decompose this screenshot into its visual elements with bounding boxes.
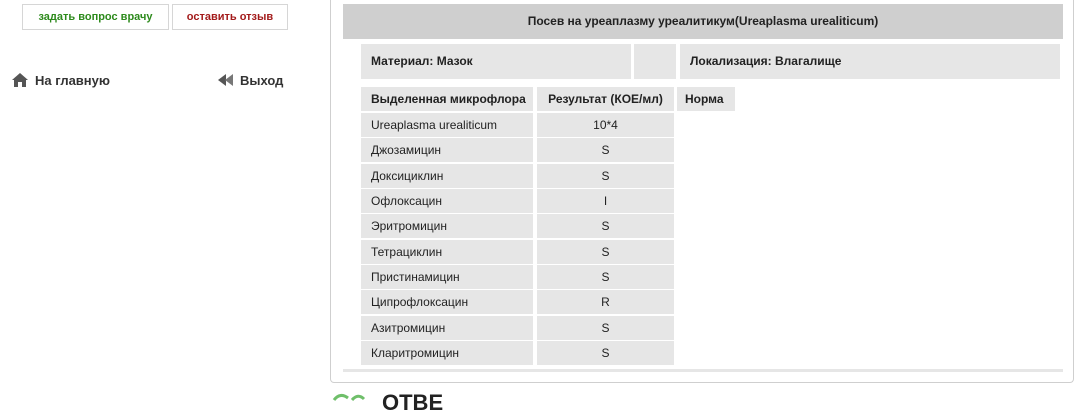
answer-icon — [330, 392, 370, 400]
column-header-norm: Норма — [677, 87, 735, 111]
antibiotic-name: Ципрофлоксацин — [361, 290, 533, 314]
table-row — [361, 214, 674, 238]
table-row — [361, 316, 674, 340]
result-value: S — [537, 316, 674, 340]
table-row — [361, 341, 674, 365]
antibiotic-name: Азитромицин — [361, 316, 533, 340]
table-row — [361, 138, 674, 162]
antibiotic-name: Офлоксацин — [361, 189, 533, 213]
test-result-panel — [330, 0, 1074, 383]
home-icon — [11, 72, 29, 88]
results-table — [361, 113, 674, 366]
result-value: S — [537, 265, 674, 289]
table-row — [361, 265, 674, 289]
antibiotic-name: Эритромицин — [361, 214, 533, 238]
meta-spacer — [634, 44, 676, 79]
column-header-flora: Выделенная микрофлора — [361, 87, 533, 111]
result-value: R — [537, 290, 674, 314]
result-value: S — [537, 240, 674, 264]
exit-link-label: Выход — [240, 72, 284, 88]
table-row — [361, 189, 674, 213]
table-row — [361, 164, 674, 188]
answer-section-heading: ОТВЕ — [382, 390, 444, 415]
leave-review-button[interactable]: оставить отзыв — [172, 4, 288, 30]
home-link-label: На главную — [35, 72, 110, 88]
ask-doctor-button[interactable]: задать вопрос врачу — [22, 4, 169, 30]
microflora-name: Ureaplasma urealiticum — [361, 113, 533, 137]
antibiotic-name: Пристинамицин — [361, 265, 533, 289]
panel-footer-bar — [343, 369, 1063, 372]
exit-icon — [216, 72, 234, 88]
table-row — [361, 113, 674, 137]
exit-link[interactable] — [216, 70, 283, 90]
material-label: Материал: Мазок — [361, 44, 631, 79]
antibiotic-name: Тетрациклин — [361, 240, 533, 264]
result-value: 10*4 — [537, 113, 674, 137]
result-value: S — [537, 164, 674, 188]
result-value: I — [537, 189, 674, 213]
home-link[interactable] — [11, 70, 110, 90]
test-title: Посев на уреаплазму уреалитикум(Ureaplasma urealiticum) — [343, 4, 1063, 39]
column-header-result: Результат (КОЕ/мл) — [537, 87, 674, 111]
table-row — [361, 240, 674, 264]
location-label: Локализация: Влагалище — [680, 44, 1060, 79]
antibiotic-name: Джозамицин — [361, 138, 533, 162]
result-value: S — [537, 341, 674, 365]
result-value: S — [537, 214, 674, 238]
result-value: S — [537, 138, 674, 162]
antibiotic-name: Доксициклин — [361, 164, 533, 188]
table-row — [361, 290, 674, 314]
antibiotic-name: Кларитромицин — [361, 341, 533, 365]
